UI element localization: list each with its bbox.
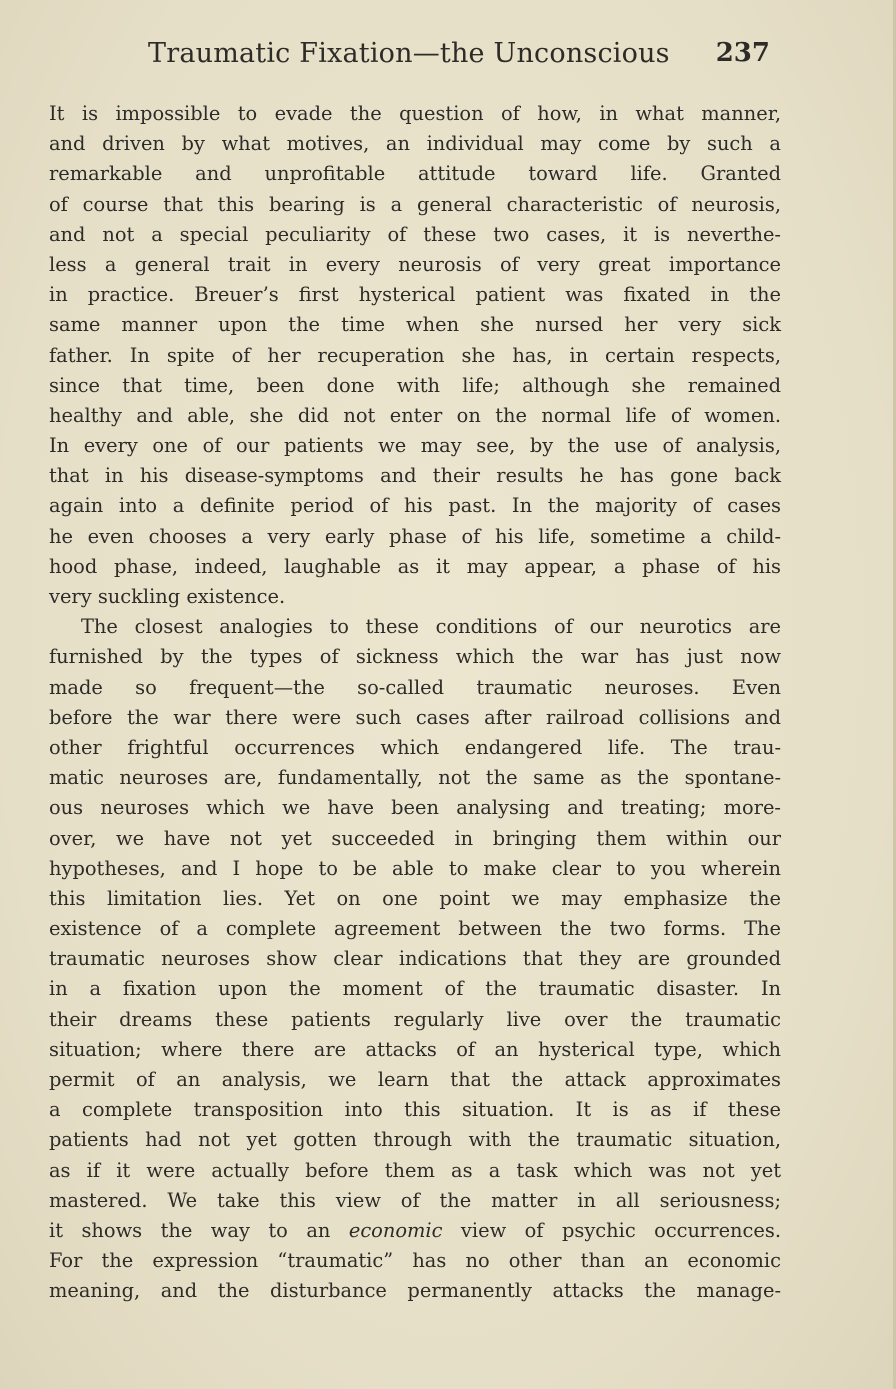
body-text — [49, 99, 781, 1307]
paragraph-start-line: The closest analogies to these conditions of our neurotics are — [81, 615, 781, 639]
text-line: of course that this bearing is a general characteristic of neurosis, — [49, 192, 781, 216]
text-line: and driven by what motives, an individual may come by such a — [49, 132, 781, 156]
text-line: permit of an analysis, we learn that the attack approximates — [49, 1068, 781, 1091]
page-number: 237 — [715, 38, 770, 68]
text-line: healthy and able, she did not enter on the normal life of women. — [49, 403, 781, 427]
text-line: For the expression “traumatic” has no other than an economic — [49, 1249, 781, 1273]
line-segment: it shows the way to an — [49, 1218, 349, 1242]
running-title: Traumatic Fixation—the Unconscious — [148, 38, 670, 69]
text-line: ous neuroses which we have been analysing and treating; more- — [49, 796, 781, 820]
text-line: matic neuroses are, fundamentally, not the same as the spontane- — [49, 766, 781, 790]
line-segment: view of psychic occurrences. — [442, 1218, 781, 1242]
text-line: In every one of our patients we may see, by the use of analysis, — [49, 434, 781, 458]
text-line: hypotheses, and I hope to be able to make clear to you wherein — [49, 856, 781, 880]
text-line: situation; where there are attacks of an hysterical type, which — [49, 1037, 781, 1061]
text-line-with-italic — [49, 1216, 781, 1246]
text-line: their dreams these patients regularly live over the traumatic — [49, 1007, 781, 1031]
italic-term: economic — [348, 1218, 443, 1242]
text-line: that in his disease-symptoms and their results he has gone back — [49, 464, 781, 488]
text-line: It is impossible to evade the question of how, in what manner, — [49, 102, 781, 125]
text-line: as if it were actually before them as a task which was not yet — [49, 1158, 781, 1182]
text-line: existence of a complete agreement between the two forms. The — [49, 917, 781, 941]
text-line: hood phase, indeed, laughable as it may appear, a phase of his — [49, 554, 781, 578]
text-line: this limitation lies. Yet on one point we may emphasize the — [49, 886, 781, 910]
text-line: other frightful occurrences which endangered life. The trau- — [49, 735, 781, 759]
text-line: over, we have not yet succeeded in bringing them within our — [49, 826, 781, 850]
text-line: remarkable and unprofitable attitude toward life. Granted — [49, 162, 781, 186]
text-line: furnished by the types of sickness which the war has just now — [49, 645, 781, 669]
running-head — [148, 38, 770, 78]
text-line: father. In spite of her recuperation she has, in certain respects, — [49, 343, 781, 367]
text-line: since that time, been done with life; although she remained — [49, 373, 781, 397]
text-line: meaning, and the disturbance permanently attacks the manage- — [49, 1279, 781, 1303]
text-line: he even chooses a very early phase of his life, sometime a child- — [49, 524, 781, 548]
text-line: traumatic neuroses show clear indications that they are grounded — [49, 947, 781, 971]
text-line: again into a definite period of his past. In the majority of cases — [49, 494, 781, 518]
text-line: in a fixation upon the moment of the traumatic disaster. In — [49, 977, 781, 1001]
text-line: in practice. Breuer’s first hysterical patient was fixated in the — [49, 283, 781, 307]
text-line: a complete transposition into this situation. It is as if these — [49, 1098, 781, 1122]
text-line: before the war there were such cases after railroad collisions and — [49, 705, 781, 729]
text-line: and not a special peculiarity of these two cases, it is neverthe- — [49, 222, 781, 246]
text-line: mastered. We take this view of the matter in all seriousness; — [49, 1188, 781, 1212]
text-line: made so frequent—the so-called traumatic neuroses. Even — [49, 675, 781, 699]
text-line: less a general trait in every neurosis of very great importance — [49, 252, 781, 276]
text-line: same manner upon the time when she nursed her very sick — [49, 313, 781, 337]
paragraph-end-line: very suckling existence. — [49, 585, 286, 608]
text-line: patients had not yet gotten through with the traumatic situation, — [49, 1128, 781, 1152]
